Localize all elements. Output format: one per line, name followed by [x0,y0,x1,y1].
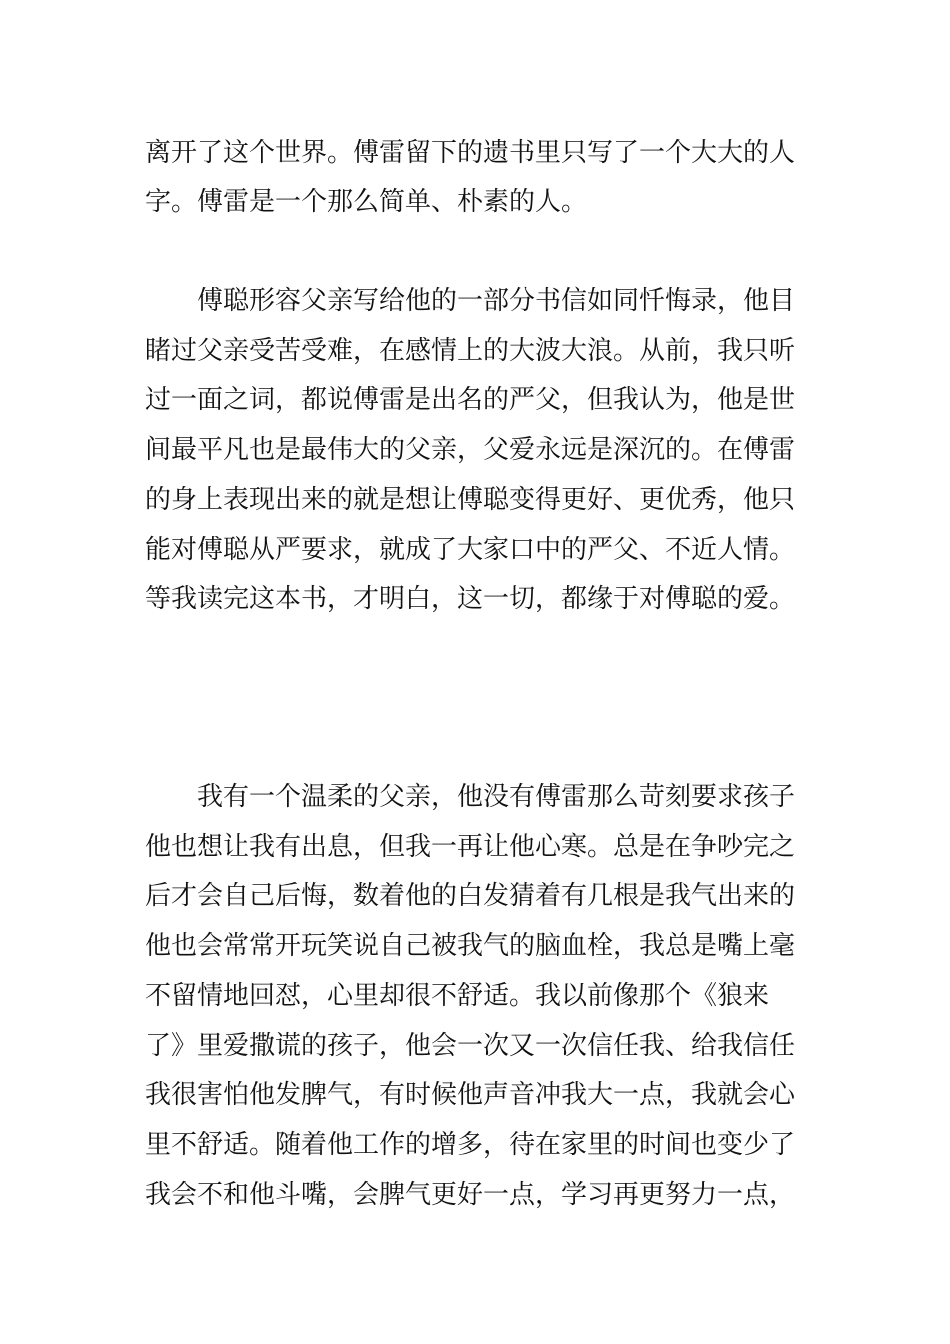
paragraph-2-line-2: 睹过父亲受苦受难，在感情上的大波大浪。从前，我只听 [145,336,796,366]
paragraph-2-line-5: 的身上表现出来的就是想让傅聪变得更好、更优秀，他只 [145,485,796,515]
paragraph-1-line-2: 字。傅雷是一个那么简单、朴素的人。 [145,187,588,217]
paragraph-3-line-8: 里不舒适。随着他工作的增多，待在家里的时间也变少了 [145,1130,796,1160]
paragraph-3-line-1: 我有一个温柔的父亲，他没有傅雷那么苛刻要求孩子 [197,782,796,812]
paragraph-2-line-3: 过一面之词，都说傅雷是出名的严父，但我认为，他是世 [145,385,796,415]
paragraph-3-line-7: 我很害怕他发脾气，有时候他声音冲我大一点，我就会心 [145,1080,796,1110]
paragraph-3-line-3: 后才会自己后悔，数着他的白发猜着有几根是我气出来的 [145,881,796,911]
paragraph-3-line-4: 他也会常常开玩笑说自己被我气的脑血栓，我总是嘴上毫 [145,931,796,961]
paragraph-2-line-7: 等我读完这本书，才明白，这一切，都缘于对傅聪的爱。 [145,584,796,614]
paragraph-3-line-6: 了》里爱撒谎的孩子，他会一次又一次信任我、给我信任 [145,1031,796,1061]
paragraph-3-line-9: 我会不和他斗嘴，会脾气更好一点，学习再更努力一点， [145,1180,796,1210]
paragraph-2-line-6: 能对傅聪从严要求，就成了大家口中的严父、不近人情。 [145,535,796,565]
paragraph-2-line-4: 间最平凡也是最伟大的父亲，父爱永远是深沉的。在傅雷 [145,435,796,465]
paragraph-3-line-2: 他也想让我有出息，但我一再让他心寒。总是在争吵完之 [145,832,796,862]
paragraph-1-line-1: 离开了这个世界。傅雷留下的遗书里只写了一个大大的人 [145,138,796,168]
paragraph-3-line-5: 不留情地回怼，心里却很不舒适。我以前像那个《狼来 [145,981,770,1011]
paragraph-2-line-1: 傅聪形容父亲写给他的一部分书信如同忏悔录，他目 [197,286,796,316]
